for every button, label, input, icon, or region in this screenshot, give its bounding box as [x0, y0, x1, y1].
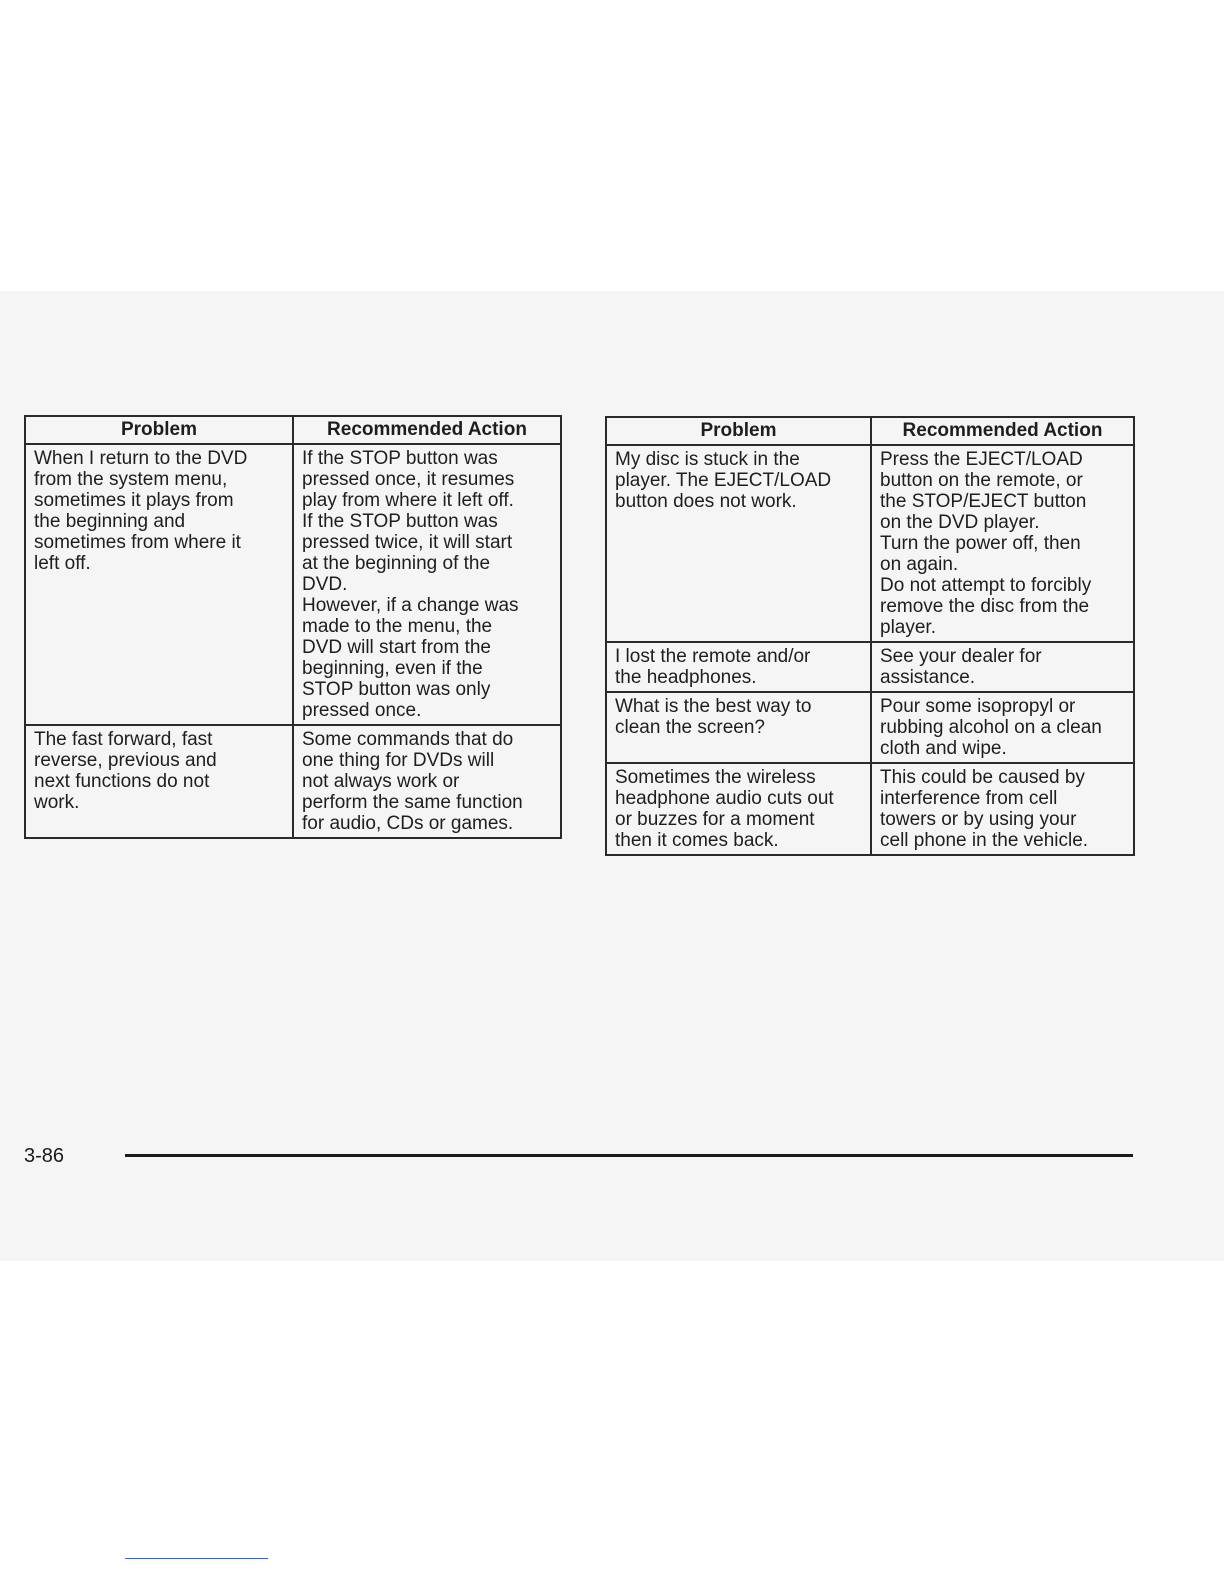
- problem-text: When I return to the DVD from the system menu, sometimes it plays from the beginning and sometimes from where it left off.: [34, 448, 248, 574]
- table-row: [606, 692, 1134, 763]
- problem-text: What is the best way to clean the screen?: [615, 696, 812, 738]
- action-text: See your dealer for assistance.: [880, 646, 1042, 688]
- action-text: Press the EJECT/LOAD button on the remote, or the STOP/EJECT button on the DVD player. Turn the power off, then on again. Do not attempt to forcibly remove the disc from the player.: [880, 449, 1092, 638]
- action-cell: [871, 445, 1134, 642]
- troubleshooting-table-right: [605, 416, 1135, 856]
- header-recommended-action: Recommended Action: [871, 417, 1134, 445]
- table-row: [606, 445, 1134, 642]
- action-cell: [871, 642, 1134, 692]
- header-problem: Problem: [606, 417, 871, 445]
- problem-cell: [606, 763, 871, 855]
- action-text: Some commands that do one thing for DVDs will not always work or perform the same function for audio, CDs or games.: [302, 729, 523, 834]
- action-cell: [293, 725, 561, 838]
- action-text: This could be caused by interference from cell towers or by using your cell phone in the vehicle.: [880, 767, 1089, 851]
- problem-text: My disc is stuck in the player. The EJECT/LOAD button does not work.: [615, 449, 832, 512]
- header-problem: Problem: [25, 416, 293, 444]
- link-underline: [125, 1558, 268, 1559]
- footer-divider: [125, 1154, 1133, 1157]
- troubleshooting-table-left: [24, 415, 562, 839]
- problem-text: The fast forward, fast reverse, previous and next functions do not work.: [34, 729, 217, 813]
- table-row: [606, 642, 1134, 692]
- problem-text: I lost the remote and/or the headphones.: [615, 646, 811, 688]
- header-recommended-action: Recommended Action: [293, 416, 561, 444]
- action-cell: [871, 763, 1134, 855]
- table-row: [606, 763, 1134, 855]
- page-number: 3-86: [24, 1145, 65, 1167]
- problem-cell: [606, 692, 871, 763]
- problem-cell: [606, 642, 871, 692]
- action-cell: [293, 444, 561, 725]
- problem-cell: [606, 445, 871, 642]
- table-row: [25, 444, 561, 725]
- action-text: If the STOP button was pressed once, it resumes play from where it left off. If the STOP button was pressed twice, it will start at the beginning of the DVD. However, if a change was made to the menu, the DVD will start from the beginning, even if the STOP button was only pressed once.: [302, 448, 519, 721]
- action-text: Pour some isopropyl or rubbing alcohol on a clean cloth and wipe.: [880, 696, 1102, 759]
- problem-cell: [25, 725, 293, 838]
- problem-text: Sometimes the wireless headphone audio cuts out or buzzes for a moment then it comes back.: [615, 767, 834, 851]
- table-row: [25, 725, 561, 838]
- table-header-row: [606, 417, 1134, 445]
- table-header-row: [25, 416, 561, 444]
- problem-cell: [25, 444, 293, 725]
- action-cell: [871, 692, 1134, 763]
